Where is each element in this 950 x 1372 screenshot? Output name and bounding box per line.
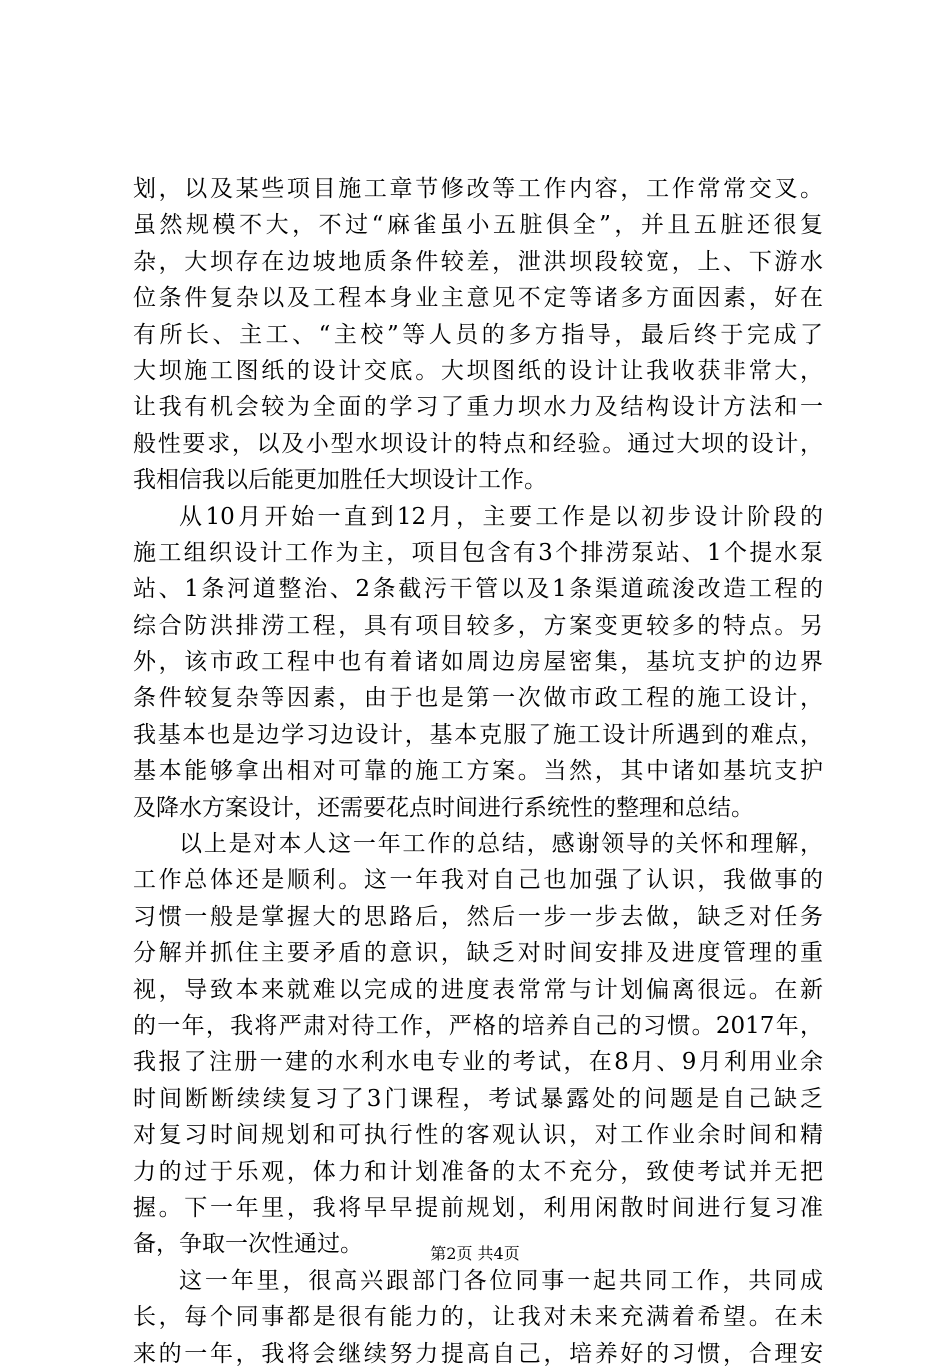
- text-line: 我相信我以后能更加胜任大坝设计工作。: [133, 467, 547, 494]
- text-line: 时间断断续续复习了3门课程，考试暴露处的问题是自己缺乏: [133, 1085, 823, 1112]
- text-line: 我基本也是边学习边设计，基本克服了施工设计所遇到的难点，: [133, 721, 823, 748]
- text-line: 让我有机会较为全面的学习了重力坝水力及结构设计方法和一: [133, 394, 823, 421]
- text-line: 长，每个同事都是很有能力的，让我对未来充满着希望。在未: [133, 1304, 823, 1331]
- text-line: 基本能够拿出相对可靠的施工方案。当然，其中诸如基坑支护: [133, 758, 823, 785]
- text-line: 外，该市政工程中也有着诸如周边房屋密集，基坑支护的边界: [133, 649, 823, 676]
- text-line: 分解并抓住主要矛盾的意识，缺乏对时间安排及进度管理的重: [133, 940, 823, 967]
- text-line: 大坝施工图纸的设计交底。大坝图纸的设计让我收获非常大，: [133, 357, 823, 384]
- text-line: 及降水方案设计，还需要花点时间进行系统性的整理和总结。: [133, 794, 754, 821]
- text-line: 工作总体还是顺利。这一年我对自己也加强了认识，我做事的: [133, 867, 823, 894]
- text-line: 我报了注册一建的水利水电专业的考试，在8月、9月利用业余: [133, 1049, 823, 1076]
- text-line: 施工组织设计工作为主，项目包含有3个排涝泵站、1个提水泵: [133, 539, 823, 566]
- page-footer: 第2页 共4页: [430, 1244, 520, 1263]
- text-line: 划，以及某些项目施工章节修改等工作内容，工作常常交叉。: [133, 176, 823, 202]
- text-line: 对复习时间规划和可执行性的客观认识，对工作业余时间和精: [133, 1122, 823, 1149]
- text-line: 杂，大坝存在边坡地质条件较差，泄洪坝段较宽，上、下游水: [133, 248, 823, 275]
- text-line: 的一年，我将严肃对待工作，严格的培养自己的习惯。2017年，: [133, 1012, 823, 1039]
- text-line: 视，导致本来就难以完成的进度表常常与计划偏离很远。在新: [133, 976, 823, 1003]
- text-line: 站、1条河道整治、2条截污干管以及1条渠道疏浚改造工程的: [133, 576, 823, 603]
- text-line: 从10月开始一直到12月，主要工作是以初步设计阶段的: [179, 503, 823, 530]
- text-line: 综合防洪排涝工程，具有项目较多，方案变更较多的特点。另: [133, 612, 823, 639]
- body-text: [133, 171, 823, 1372]
- text-line: 这一年里，很高兴跟部门各位同事一起共同工作，共同成: [179, 1267, 823, 1294]
- text-line: 条件较复杂等因素，由于也是第一次做市政工程的施工设计，: [133, 685, 823, 712]
- text-line: 虽然规模不大，不过“麻雀虽小五脏俱全”，并且五脏还很复: [133, 212, 823, 239]
- text-line: 般性要求，以及小型水坝设计的特点和经验。通过大坝的设计，: [133, 430, 823, 457]
- text-line: 握。下一年里，我将早早提前规划，利用闲散时间进行复习准: [133, 1194, 823, 1221]
- text-line: 备，争取一次性通过。: [133, 1231, 363, 1258]
- text-line: 习惯一般是掌握大的思路后，然后一步一步去做，缺乏对任务: [133, 903, 823, 930]
- text-line: 以上是对本人这一年工作的总结，感谢领导的关怀和理解，: [179, 831, 823, 858]
- text-line: 有所长、主工、“主校”等人员的多方指导，最后终于完成了: [133, 321, 823, 348]
- text-line: 位条件复杂以及工程本身业主意见不定等诸多方面因素，好在: [133, 285, 823, 312]
- text-line: 力的过于乐观，体力和计划准备的太不充分，致使考试并无把: [133, 1158, 823, 1185]
- text-line: 来的一年，我将会继续努力提高自己，培养好的习惯，合理安: [133, 1340, 823, 1367]
